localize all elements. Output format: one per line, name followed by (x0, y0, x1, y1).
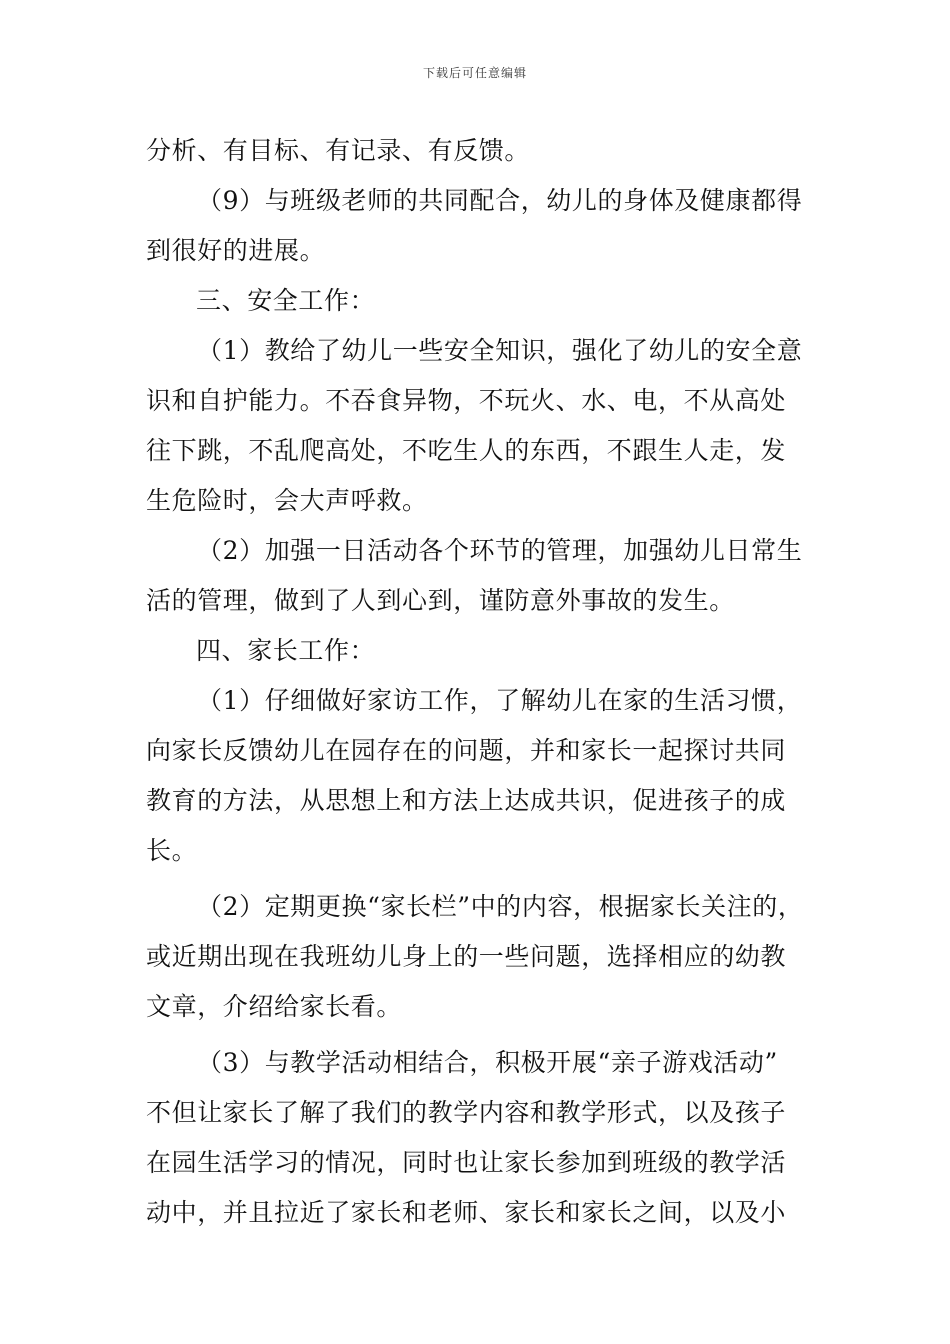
page-header: 下载后可任意编辑 (422, 66, 527, 80)
text-line: （3）与教学活动相结合，积极开展“亲子游戏活动” (197, 1048, 778, 1077)
section-heading (146, 626, 810, 676)
text-line: 长。 (146, 836, 198, 865)
paragraph (146, 326, 810, 526)
text-line: （2）定期更换“家长栏”中的内容，根据家长关注的， (197, 892, 804, 921)
text-line: （9）与班级老师的共同配合，幼儿的身体及健康都得 (197, 186, 803, 215)
text-line: 在园生活学习的情况，同时也让家长参加到班级的教学活 (146, 1148, 787, 1177)
text-line: （1）仔细做好家访工作，了解幼儿在家的生活习惯， (197, 686, 803, 715)
paragraph (146, 1038, 810, 1238)
paragraph (146, 126, 810, 176)
text-line: 活的管理，做到了人到心到，谨防意外事故的发生。 (146, 586, 735, 615)
text-line: 分析、有目标、有记录、有反馈。 (146, 136, 531, 165)
text-line: 教育的方法，从思想上和方法上达成共识，促进孩子的成 (146, 786, 787, 815)
text-line: 三、安全工作： (196, 286, 376, 315)
text-line: 或近期出现在我班幼儿身上的一些问题，选择相应的幼教 (146, 942, 787, 971)
text-line: （2）加强一日活动各个环节的管理，加强幼儿日常生 (197, 536, 803, 565)
text-line: 四、家长工作： (196, 636, 376, 665)
document-body (146, 126, 810, 1238)
paragraph (146, 676, 810, 876)
text-line: 生危险时，会大声呼救。 (146, 486, 428, 515)
text-line: 到很好的进展。 (146, 236, 326, 265)
text-line: 识和自护能力。不吞食异物，不玩火、水、电，不从高处 (146, 386, 787, 415)
text-line: 文章，介绍给家长看。 (146, 992, 403, 1021)
text-line: 向家长反馈幼儿在园存在的问题，并和家长一起探讨共同 (146, 736, 787, 765)
paragraph (146, 882, 810, 1032)
section-heading (146, 276, 810, 326)
paragraph (146, 176, 810, 276)
text-line: 往下跳，不乱爬高处，不吃生人的东西，不跟生人走，发 (146, 436, 787, 465)
text-line: 不但让家长了解了我们的教学内容和教学形式，以及孩子 (146, 1098, 787, 1127)
text-line: 动中，并且拉近了家长和老师、家长和家长之间，以及小 (146, 1198, 787, 1227)
paragraph (146, 526, 810, 626)
text-line: （1）教给了幼儿一些安全知识，强化了幼儿的安全意 (197, 336, 803, 365)
